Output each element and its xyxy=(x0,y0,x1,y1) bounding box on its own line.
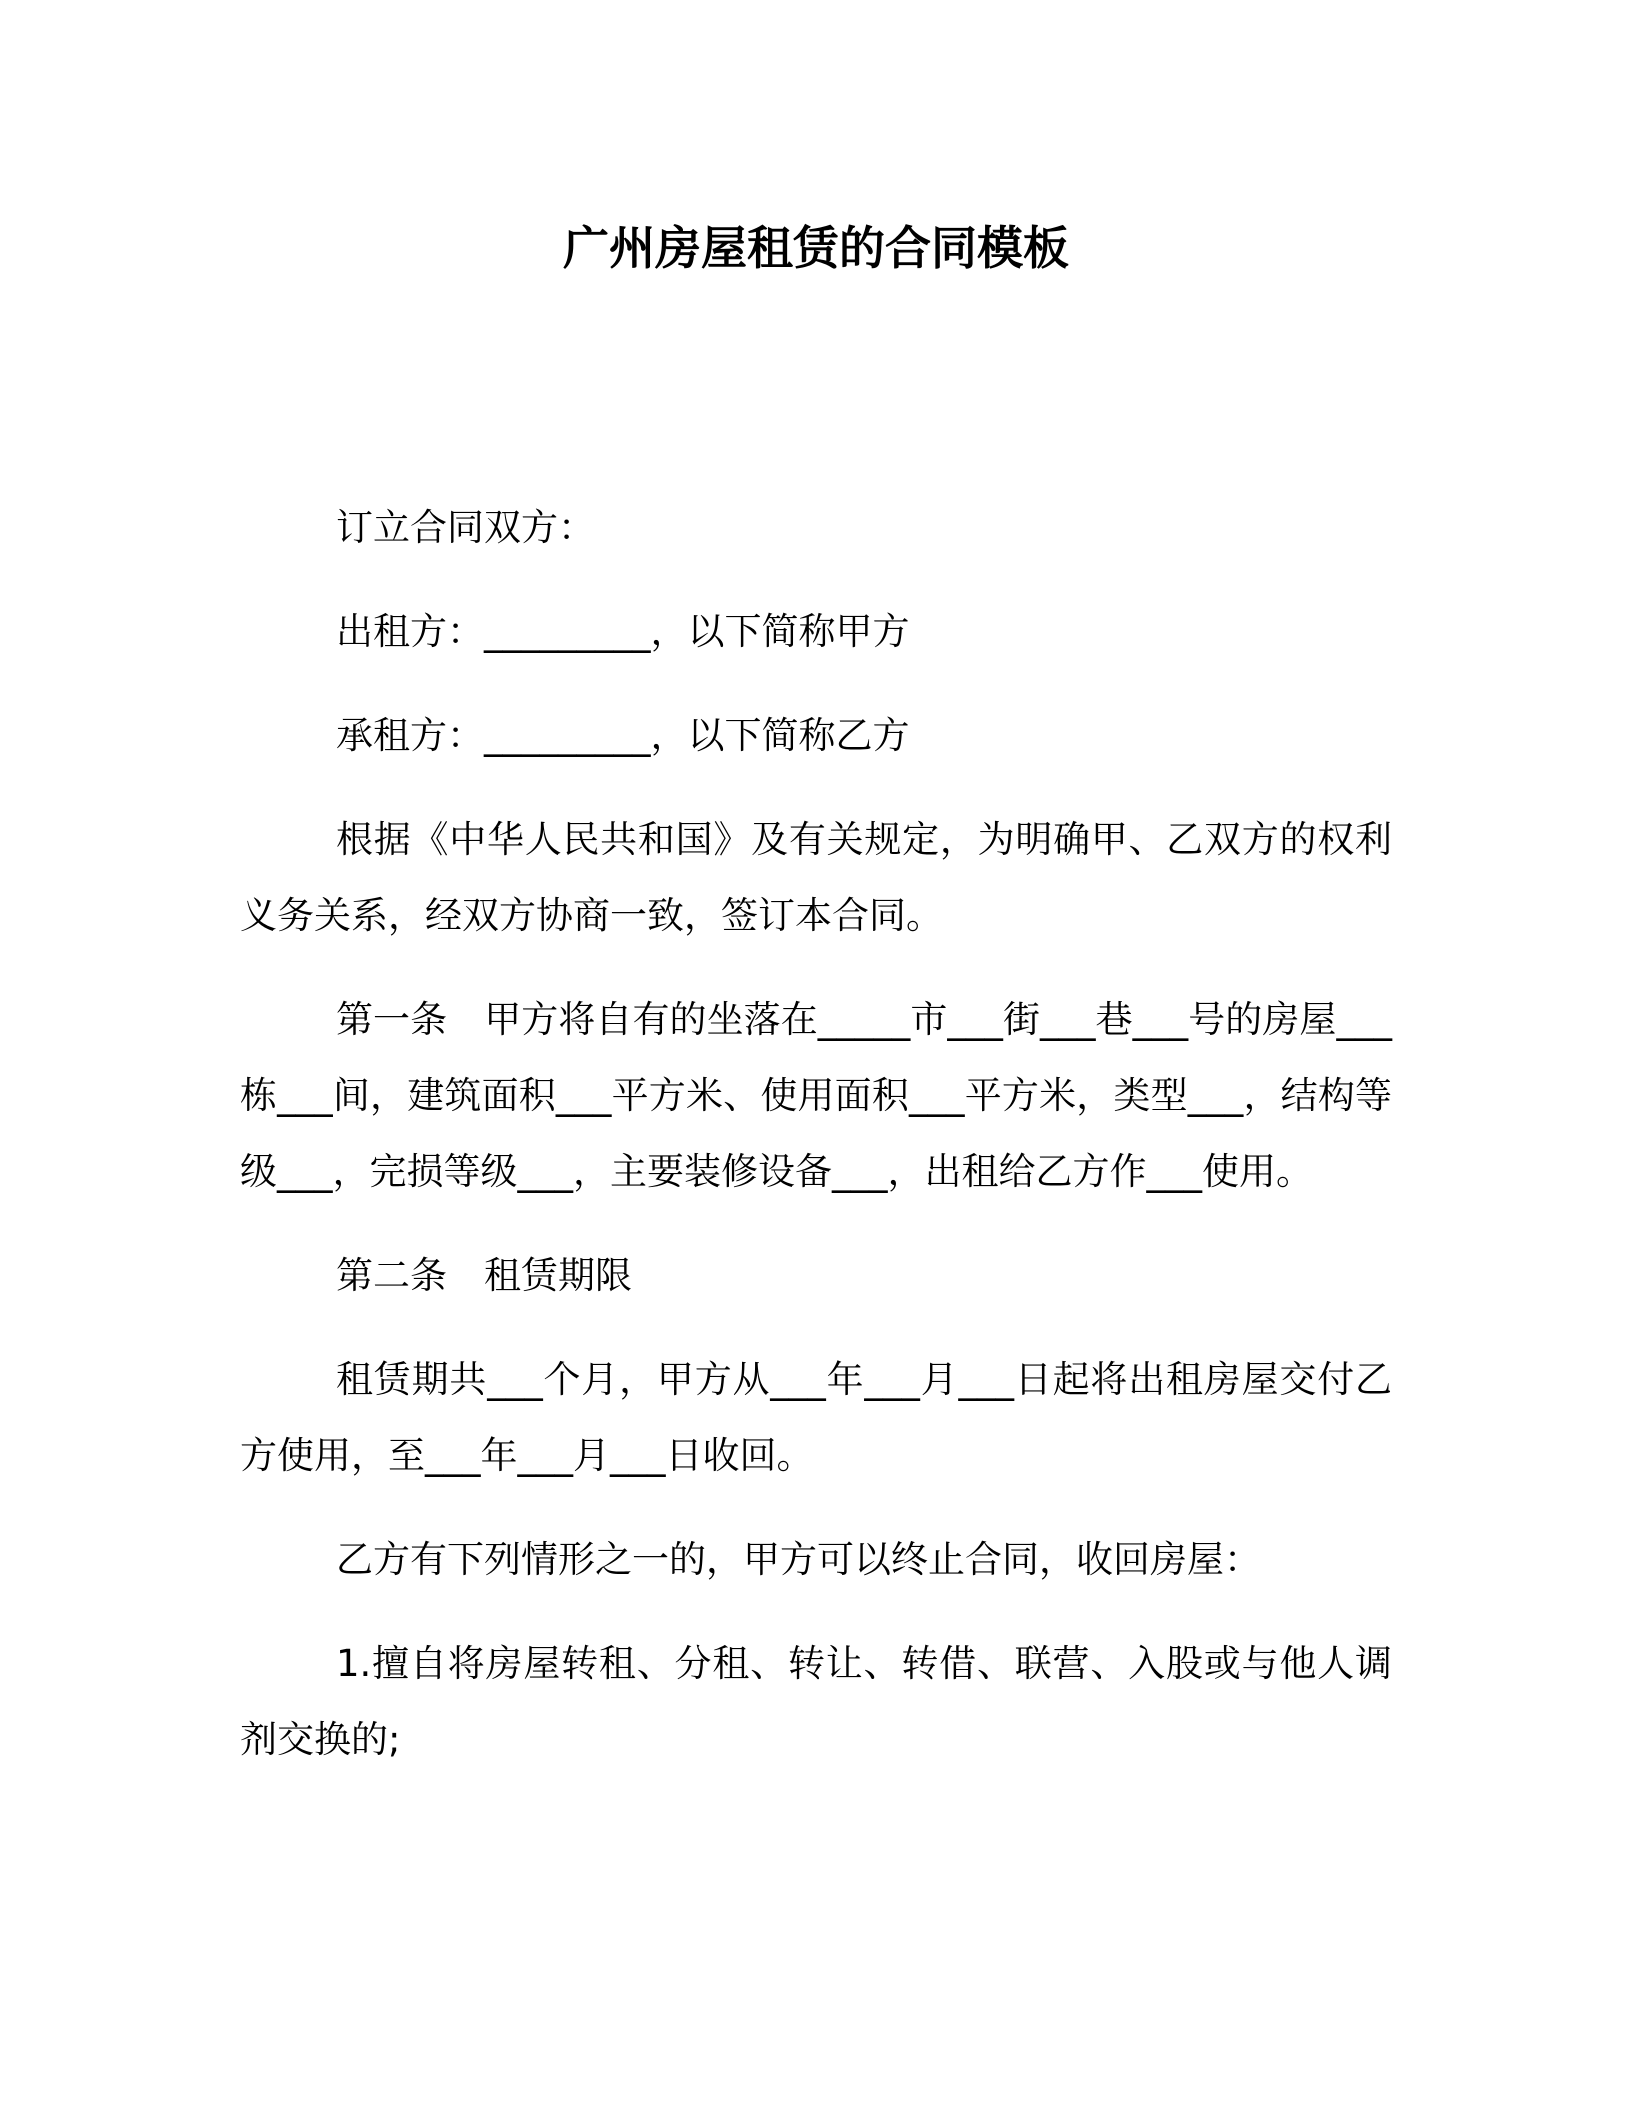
paragraph-preamble: 根据《中华人民共和国》及有关规定，为明确甲、乙双方的权利义务关系，经双方协商一致，签订本合同。 xyxy=(240,818,1392,937)
paragraph-parties-heading: 订立合同双方： xyxy=(336,506,595,549)
paragraph-article-2-heading: 第二条 租赁期限 xyxy=(336,1254,632,1297)
document-body xyxy=(240,490,1392,1806)
document-title: 广州房屋租赁的合同模板 xyxy=(563,221,1069,275)
paragraph-lessor: 出租方：_________，以下简称甲方 xyxy=(336,610,910,653)
paragraph-article-1: 第一条 甲方将自有的坐落在_____市___街___巷___号的房屋___栋___间，建筑面积___平方米、使用面积___平方米，类型___，结构等级___，完损等级___，主要装修设备___，出租给乙方作___使用。 xyxy=(240,998,1392,1193)
paragraph-lease-term: 租赁期共___个月，甲方从___年___月___日起将出租房屋交付乙方使用，至___年___月___日收回。 xyxy=(240,1358,1392,1477)
paragraph-termination-conditions: 乙方有下列情形之一的，甲方可以终止合同，收回房屋： xyxy=(336,1538,1261,1581)
paragraph-condition-1: 1.擅自将房屋转租、分租、转让、转借、联营、入股或与他人调剂交换的; xyxy=(240,1642,1392,1761)
paragraph-lessee: 承租方：_________，以下简称乙方 xyxy=(336,714,910,757)
